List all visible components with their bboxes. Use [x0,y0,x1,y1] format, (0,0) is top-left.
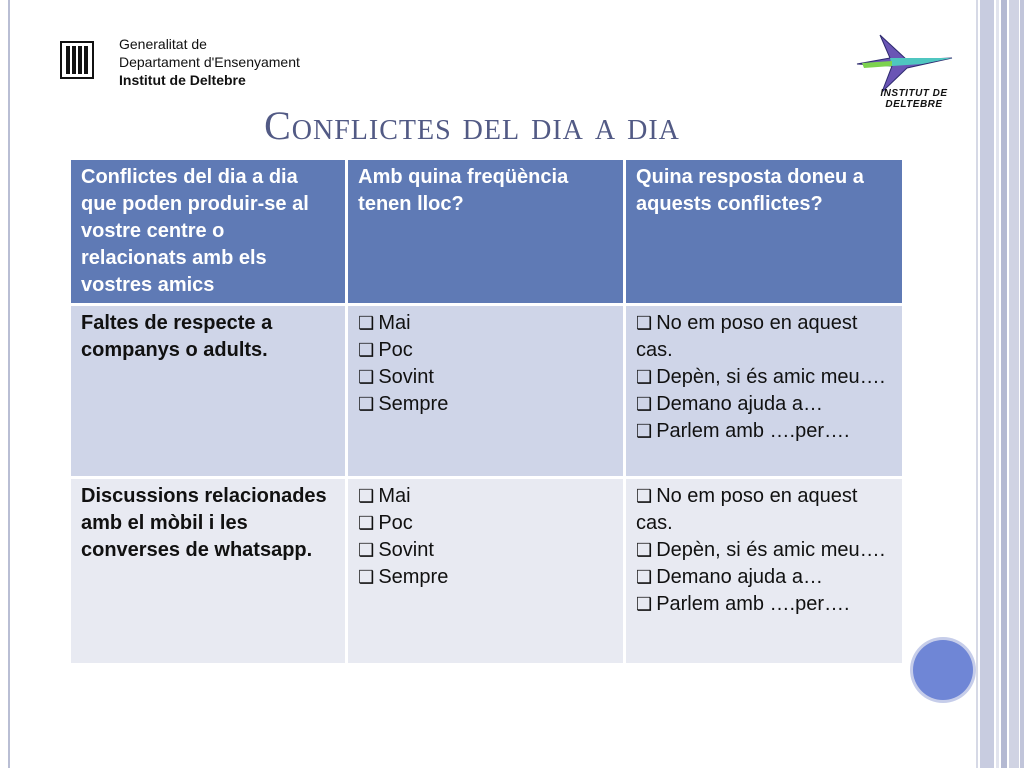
checkbox-icon: ❑ [636,313,653,333]
list-item: ❑ Mai [358,312,411,334]
checkbox-icon: ❑ [636,421,653,441]
checkbox-icon: ❑ [358,367,375,387]
frequency-cell [347,305,625,478]
table-row [70,478,904,665]
checkbox-icon: ❑ [358,340,375,360]
list-item: ❑ No em poso en aquest cas. [636,312,858,361]
checkbox-icon: ❑ [636,540,653,560]
list-item: ❑ Mai [358,485,411,507]
list-item: ❑ No em poso en aquest cas. [636,485,858,534]
list-item: ❑ Sovint [358,539,434,561]
list-item: ❑ Poc [358,512,413,534]
list-item: ❑ Poc [358,339,413,361]
header-line-1: Generalitat de [119,36,207,52]
institution-header [119,35,300,89]
checkbox-icon: ❑ [636,367,653,387]
conflicts-table [68,157,905,666]
decorative-stripes [976,0,1024,768]
header-cell-frequency: Amb quina freqüència tenen lloc? [347,159,625,305]
page-title: Conflictes del dia a dia [264,103,680,148]
school-logo-label: INSTITUT DE DELTEBRE [880,88,948,110]
list-item: ❑ Sovint [358,366,434,388]
topic-cell: Discussions relacionades amb el mòbil i les converses de whatsapp. [70,478,347,665]
checkbox-icon: ❑ [358,313,375,333]
response-cell [625,305,904,478]
header-line-3: Institut de Deltebre [119,72,246,88]
list-item: ❑ Demano ajuda a… [636,393,823,415]
list-item: ❑ Depèn, si és amic meu…. [636,539,886,561]
list-item: ❑ Parlem amb ….per…. [636,593,850,615]
header-line-2: Departament d'Ensenyament [119,54,300,70]
list-item: ❑ Demano ajuda a… [636,566,823,588]
topic-cell: Faltes de respecte a companys o adults. [70,305,347,478]
checkbox-icon: ❑ [636,567,653,587]
checkbox-icon: ❑ [636,394,653,414]
list-item: ❑ Sempre [358,393,449,415]
header-cell-response: Quina resposta doneu a aquests conflictes? [625,159,904,305]
checkbox-icon: ❑ [358,567,375,587]
list-item: ❑ Depèn, si és amic meu…. [636,366,886,388]
frequency-cell [347,478,625,665]
checkbox-icon: ❑ [358,513,375,533]
list-item: ❑ Parlem amb ….per…. [636,420,850,442]
generalitat-logo-icon [60,40,94,80]
table-row [70,305,904,478]
checkbox-icon: ❑ [358,486,375,506]
list-item: ❑ Sempre [358,566,449,588]
decorative-circle [913,640,973,700]
table-header-row [70,159,904,305]
response-cell [625,478,904,665]
checkbox-icon: ❑ [636,486,653,506]
checkbox-icon: ❑ [358,394,375,414]
header-cell-conflicts: Conflictes del dia a dia que poden produir-se al vostre centre o relacionats amb els vostres amics [70,159,347,305]
checkbox-icon: ❑ [636,594,653,614]
checkbox-icon: ❑ [358,540,375,560]
